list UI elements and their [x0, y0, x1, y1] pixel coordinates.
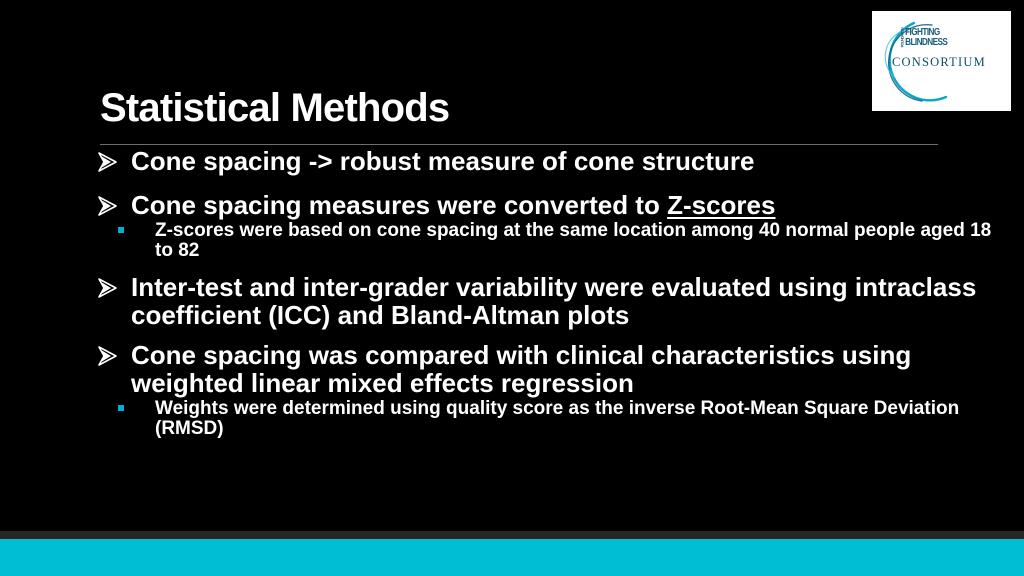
bullet-text: Cone spacing was compared with clinical characteristics using weighted linear mixed effects regression [131, 340, 912, 398]
footer-divider [0, 531, 1024, 539]
arrow-bullet-icon [96, 277, 118, 299]
logo-line-2: BLINDNESS [905, 37, 948, 48]
logo-consortium-word: CONSORTIUM [892, 55, 986, 69]
bullet-text: Z-scores were based on cone spacing at the same location among 40 normal people aged 18 to 82 [155, 220, 992, 261]
bullet-text: Cone spacing -> robust measure of cone structure [131, 146, 755, 176]
bullet-level1 [96, 147, 1006, 175]
arrow-bullet-icon [96, 151, 118, 173]
bullet-level1 [96, 341, 1006, 397]
arrow-bullet-icon [96, 345, 118, 367]
z-scores-link[interactable]: Z-scores [667, 190, 776, 220]
slide-title: Statistical Methods [100, 86, 450, 130]
bullet-text: Weights were determined using quality score as the inverse Root-Mean Square Deviation (RMSD) [155, 398, 960, 439]
square-bullet-icon [118, 405, 124, 411]
bullet-level1 [96, 273, 1006, 329]
square-bullet-icon [118, 227, 124, 233]
logo-line-1: FIGHTING [905, 27, 940, 38]
bullet-level2 [96, 221, 1006, 261]
arrow-bullet-icon [96, 195, 118, 217]
bullet-list [96, 142, 1006, 439]
footer-accent-bar [0, 539, 1024, 576]
bullet-level1 [96, 191, 1006, 219]
logo-tiny-text: FOUNDATION [900, 28, 905, 48]
bullet-text: Cone spacing measures were converted to [131, 190, 668, 220]
bullet-text: Inter-test and inter-grader variability were evaluated using intraclass coefficient (ICC) and Bland-Altman plots [131, 272, 977, 330]
logo-text [901, 28, 947, 48]
bullet-level2 [96, 399, 1006, 439]
fighting-blindness-consortium-logo [872, 11, 1011, 111]
